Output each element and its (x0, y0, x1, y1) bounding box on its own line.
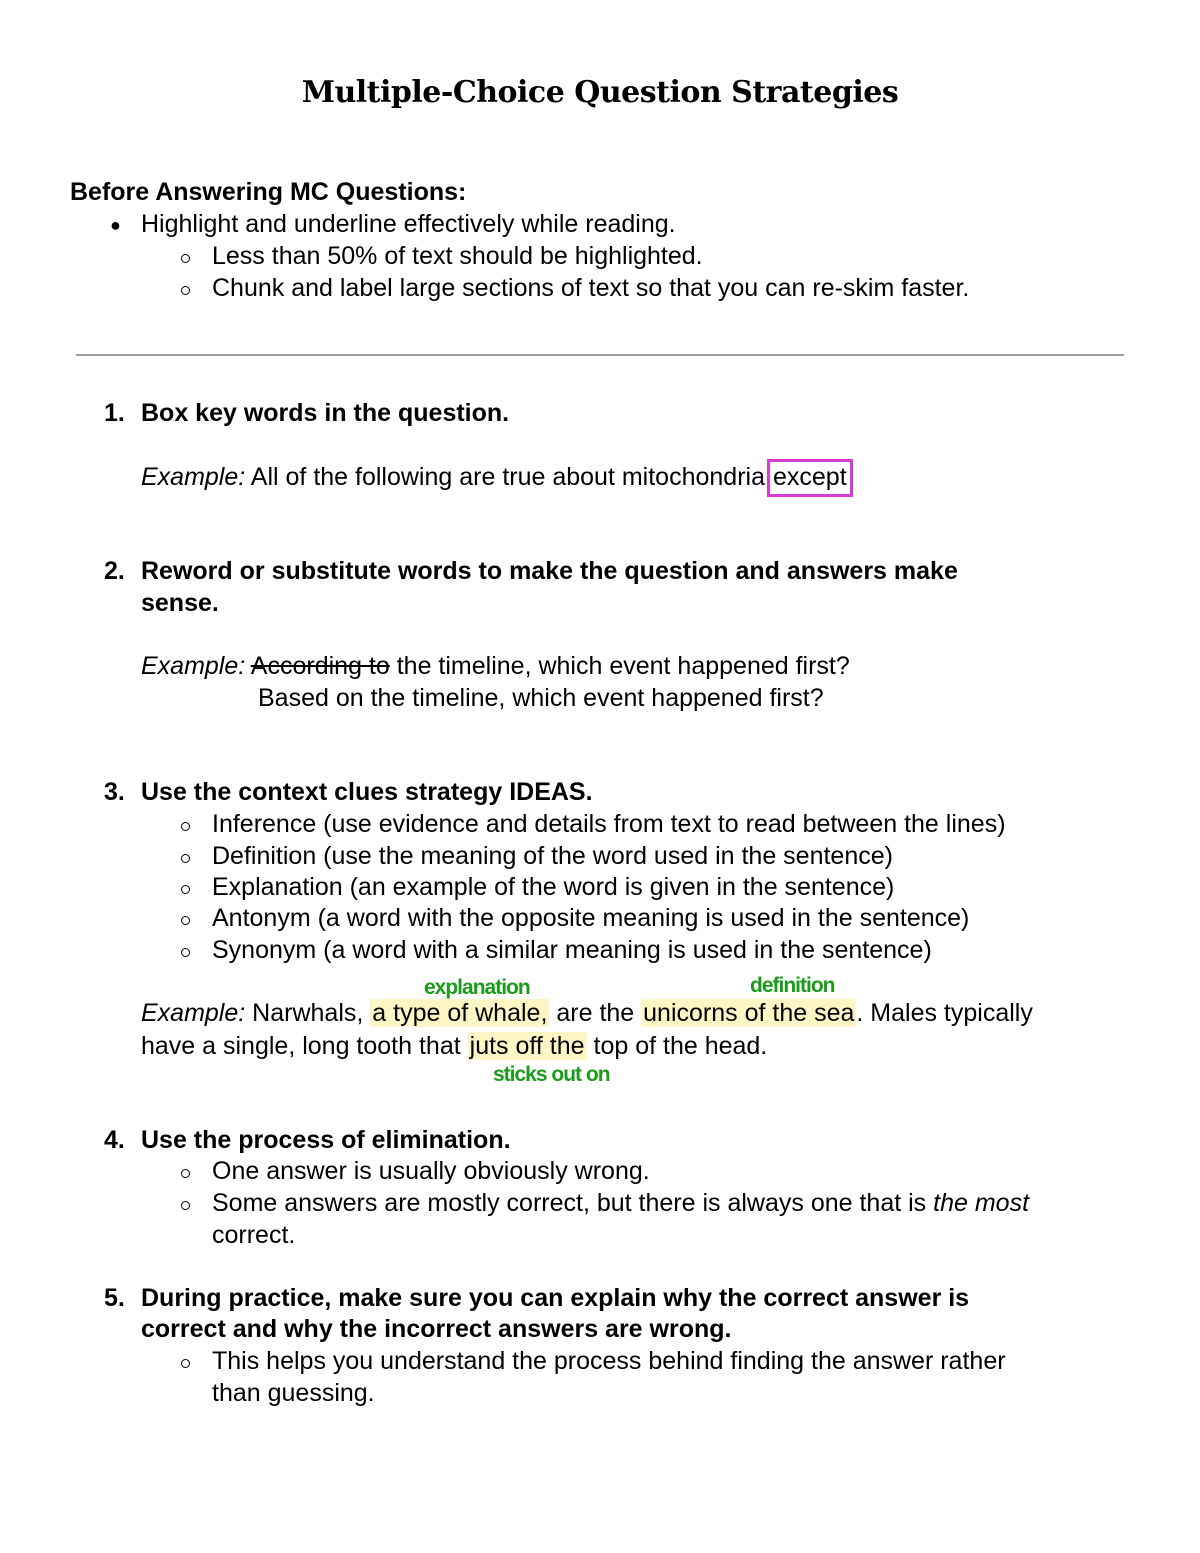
emphasis-text: the most (933, 1189, 1030, 1217)
section-5-item-line1: This helps you understand the process behind finding the answer rather (212, 1347, 1006, 1375)
example-label: Example: (141, 999, 246, 1027)
section-1-heading: Box key words in the question. (141, 399, 510, 427)
hollow-bullet-icon (181, 286, 190, 295)
section-4-item-2-cont: correct. (212, 1221, 296, 1249)
example-text: are the (556, 999, 635, 1027)
section-4-item-1: One answer is usually obviously wrong. (212, 1157, 650, 1185)
example-rest: the timeline, which event happened first? (396, 652, 850, 680)
highlighted-phrase: juts off the (469, 1032, 585, 1060)
hollow-bullet-icon (181, 948, 190, 957)
example-text: Narwhals, (252, 999, 364, 1027)
struck-text: According to (250, 652, 390, 680)
section-1-example (141, 465, 853, 490)
hollow-bullet-icon (181, 254, 190, 263)
before-bullet: Highlight and underline effectively while reading. (141, 210, 676, 238)
hollow-bullet-icon (181, 885, 190, 894)
ideas-item: Definition (use the meaning of the word used in the sentence) (212, 842, 893, 870)
section-5-heading-line2: correct and why the incorrect answers are wrong. (141, 1315, 732, 1343)
hollow-bullet-icon (181, 854, 190, 863)
item-text: Some answers are mostly correct, but there is always one that is (212, 1189, 927, 1217)
item-number: 5. (104, 1284, 125, 1312)
annotation-sticks-out-on: sticks out on (493, 1063, 610, 1086)
ideas-item: Explanation (an example of the word is given in the sentence) (212, 873, 895, 901)
item-number: 1. (104, 399, 125, 427)
page-title: Multiple-Choice Question Strategies (301, 75, 899, 110)
section-2-heading-line2: sense. (141, 589, 219, 617)
section-3-example-line1 (141, 1001, 1033, 1026)
section-3-example-line2 (141, 1034, 767, 1059)
before-heading: Before Answering MC Questions: (70, 178, 467, 206)
hollow-bullet-icon (181, 1169, 190, 1178)
section-2-rewrite: Based on the timeline, which event happened first? (258, 684, 824, 712)
section-3-heading: Use the context clues strategy IDEAS. (141, 778, 593, 806)
boxed-keyword: except (767, 459, 853, 497)
before-sub-1: Less than 50% of text should be highlighted. (212, 242, 703, 270)
before-sub-2: Chunk and label large sections of text so that you can re-skim faster. (212, 274, 970, 302)
ideas-item: Inference (use evidence and details from text to read between the lines) (212, 810, 1006, 838)
section-2-heading-line1: Reword or substitute words to make the question and answers make (141, 557, 958, 585)
ideas-item: Synonym (a word with a similar meaning is used in the sentence) (212, 936, 932, 964)
section-2-example (141, 654, 850, 679)
annotation-explanation: explanation (424, 976, 530, 999)
section-5-heading-line1: During practice, make sure you can explain why the correct answer is (141, 1284, 970, 1312)
hollow-bullet-icon (181, 916, 190, 925)
hollow-bullet-icon (181, 822, 190, 831)
item-number: 3. (104, 778, 125, 806)
highlighted-phrase: unicorns of the sea (643, 999, 855, 1027)
example-text: have a single, long tooth that (141, 1032, 461, 1060)
highlighted-phrase: a type of whale, (372, 999, 548, 1027)
section-4-item-2 (212, 1191, 1029, 1216)
section-4-heading: Use the process of elimination. (141, 1126, 511, 1154)
ideas-item: Antonym (a word with the opposite meaning is used in the sentence) (212, 904, 970, 932)
hollow-bullet-icon (181, 1359, 190, 1368)
bullet-dot-icon: ● (110, 215, 121, 235)
example-text: All of the following are true about mitochondria (250, 463, 765, 491)
example-label: Example: (141, 463, 246, 491)
item-number: 4. (104, 1126, 125, 1154)
item-number: 2. (104, 557, 125, 585)
example-text: . Males typically (856, 999, 1033, 1027)
example-text: top of the head. (593, 1032, 768, 1060)
annotation-definition: definition (750, 974, 835, 997)
section-5-item-line2: than guessing. (212, 1379, 375, 1407)
hollow-bullet-icon (181, 1201, 190, 1210)
horizontal-divider (76, 354, 1124, 356)
example-label: Example: (141, 652, 246, 680)
